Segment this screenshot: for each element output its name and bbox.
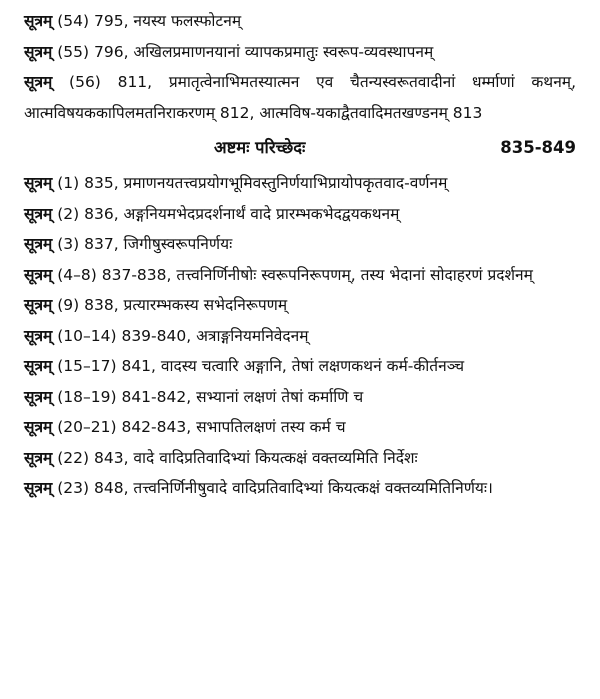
entry-text: (56) 811, प्रमातृत्वेनाभिमतस्यात्मन एव चैतन्यस्वरूतवादीनां धर्म्माणां कथनम्, आत्मविषयककापिलमतनिराकरणम् 812, आत्मविष-यकाद्वैतवादिमतखण्डनम् 813: [24, 73, 576, 122]
entry-text: (9) 838, प्रत्यारम्भकस्य सभेदनिरूपणम्: [52, 296, 288, 314]
entry-22: [24, 443, 576, 474]
entry-text: (23) 848, तत्त्वनिर्णिनीषुवादे वादिप्रतिवादिभ्यां कियत्कक्षं वक्तव्यमितिनिर्णयः।: [52, 479, 493, 497]
entry-text: (55) 796, अखिलप्रमाणनयानां व्यापकप्रमातुः स्वरूप-व्यवस्थापनम्: [52, 42, 434, 61]
entry-18-19: [24, 382, 576, 413]
entry-label: सूत्रम्: [24, 174, 53, 192]
entry-label: सूत्रम्: [24, 296, 53, 314]
section-range: 835-849: [500, 138, 576, 157]
entry-15-17: [24, 351, 576, 382]
entry-label: सूत्रम्: [24, 479, 53, 497]
entry-label: सूत्रम्: [24, 387, 53, 406]
entry-1: [24, 168, 576, 199]
entry-text: (22) 843, वादे वादिप्रतिवादिभ्यां कियत्कक्षं वक्तव्यमिति निर्देशः: [52, 448, 418, 467]
entry-label: सूत्रम्: [24, 12, 53, 30]
entry-text: (10–14) 839-840, अत्राङ्गनियमनिवेदनम्: [52, 326, 309, 345]
entry-9: [24, 290, 576, 321]
entry-label: सूत्रम्: [24, 418, 53, 436]
entry-4-8: [24, 260, 576, 291]
entry-20-21: [24, 412, 576, 443]
entry-23: [24, 473, 576, 504]
entry-text: (54) 795, नयस्य फलस्फोटनम्: [52, 12, 242, 30]
entry-label: सूत्रम्: [24, 73, 53, 91]
entries-before: [24, 6, 576, 128]
entry-text: (3) 837, जिगीषुस्वरूपनिर्णयः: [52, 235, 233, 253]
entry-label: सूत्रम्: [24, 326, 53, 345]
entry-text: (20–21) 842-843, सभापतिलक्षणं तस्य कर्म च: [52, 418, 346, 436]
entry-text: (1) 835, प्रमाणनयतत्त्वप्रयोगभूमिवस्तुनिर्णयाभिप्रायोपकृतवाद-वर्णनम्: [52, 174, 448, 192]
entry-10-14: [24, 321, 576, 352]
entry-text: (4–8) 837-838, तत्त्वनिर्णिनीषोः स्वरूपनिरूपणम्, तस्य भेदानां सोदाहरणं प्रदर्शनम्: [52, 265, 533, 284]
entry-label: सूत्रम्: [24, 448, 53, 467]
entry-55: [24, 37, 576, 68]
entry-label: सूत्रम्: [24, 357, 53, 375]
entries-after: [24, 168, 576, 504]
entry-56: [24, 67, 576, 128]
entry-label: सूत्रम्: [24, 235, 53, 253]
entry-54: [24, 6, 576, 37]
entry-label: सूत्रम्: [24, 204, 53, 223]
section-title: अष्टमः परिच्छेदः: [214, 138, 306, 157]
entry-3: [24, 229, 576, 260]
entry-text: (15–17) 841, वादस्य चत्वारि अङ्गानि, तेषां लक्षणकथनं कर्म-कीर्तनञ्च: [52, 357, 465, 375]
index-page: [24, 6, 576, 504]
entry-2: [24, 199, 576, 230]
entry-text: (18–19) 841-842, सभ्यानां लक्षणं तेषां कर्माणि च: [52, 387, 364, 406]
entry-label: सूत्रम्: [24, 265, 53, 284]
entry-label: सूत्रम्: [24, 42, 53, 61]
entry-text: (2) 836, अङ्गनियमभेदप्रदर्शनार्थं वादे प्रारम्भकभेदद्वयकथनम्: [52, 204, 400, 223]
section-heading: [24, 128, 576, 168]
